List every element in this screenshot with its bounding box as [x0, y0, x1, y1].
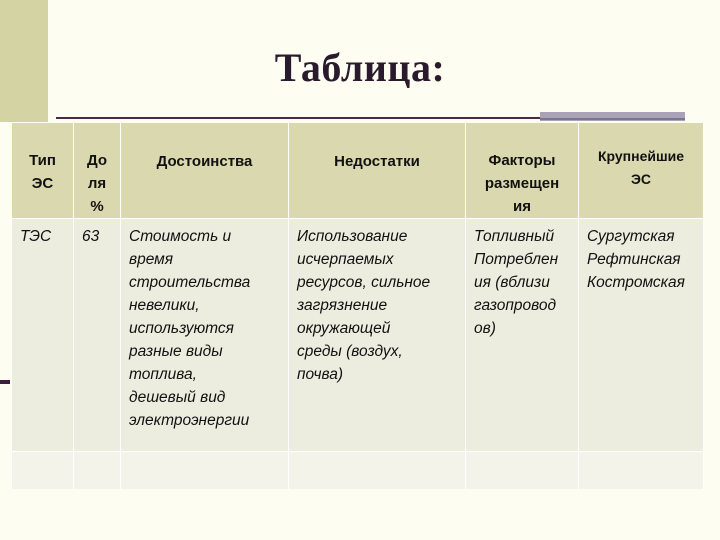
power-stations-table [11, 123, 704, 489]
title-divider [56, 117, 540, 119]
cell-disadvantages-value: Использование исчерпаемых ресурсов, сильное загрязнение окружающей среды (воздух, почва) [297, 228, 431, 383]
header-share [74, 123, 121, 219]
cell-factors-value: Топливный Потреблен ия (вблизи газопровод ов) [474, 228, 559, 337]
table-row [12, 219, 704, 452]
cell-disadvantages [289, 219, 466, 452]
cell-advantages [121, 219, 289, 452]
header-factors [466, 123, 579, 219]
slide-title: Таблица: [274, 45, 446, 90]
empty-cell [12, 452, 74, 489]
cell-advantages-value: Стоимость и время строительства невелики, используются разные виды топлива, дешевый вид электроэнергии [129, 228, 251, 429]
header-advantages-label: Достоинства [156, 153, 253, 170]
header-largest [579, 123, 704, 219]
cell-share-value: 63 [82, 228, 100, 245]
cell-share [74, 219, 121, 452]
empty-cell [466, 452, 579, 489]
cell-type [12, 219, 74, 452]
header-share-label: До ля % [86, 152, 108, 215]
header-advantages [121, 123, 289, 219]
header-type [12, 123, 74, 219]
empty-cell [74, 452, 121, 489]
empty-cell [289, 452, 466, 489]
empty-cell [121, 452, 289, 489]
table-row-empty [12, 452, 704, 489]
cell-factors [466, 219, 579, 452]
header-largest-label: Крупнейшие ЭС [597, 148, 685, 187]
header-factors-label: Факторы размещен ия [484, 152, 560, 215]
title-divider-accent-line [540, 118, 685, 120]
empty-cell [579, 452, 704, 489]
table-header-row [12, 123, 704, 219]
cell-largest-value: Сургутская Рефтинская Костромская [587, 228, 685, 291]
cell-largest [579, 219, 704, 452]
decorative-side-accent [0, 380, 10, 384]
header-type-label: Тип ЭС [29, 152, 56, 192]
header-disadvantages-label: Недостатки [334, 153, 420, 170]
cell-type-value: ТЭС [20, 228, 52, 245]
header-disadvantages [289, 123, 466, 219]
